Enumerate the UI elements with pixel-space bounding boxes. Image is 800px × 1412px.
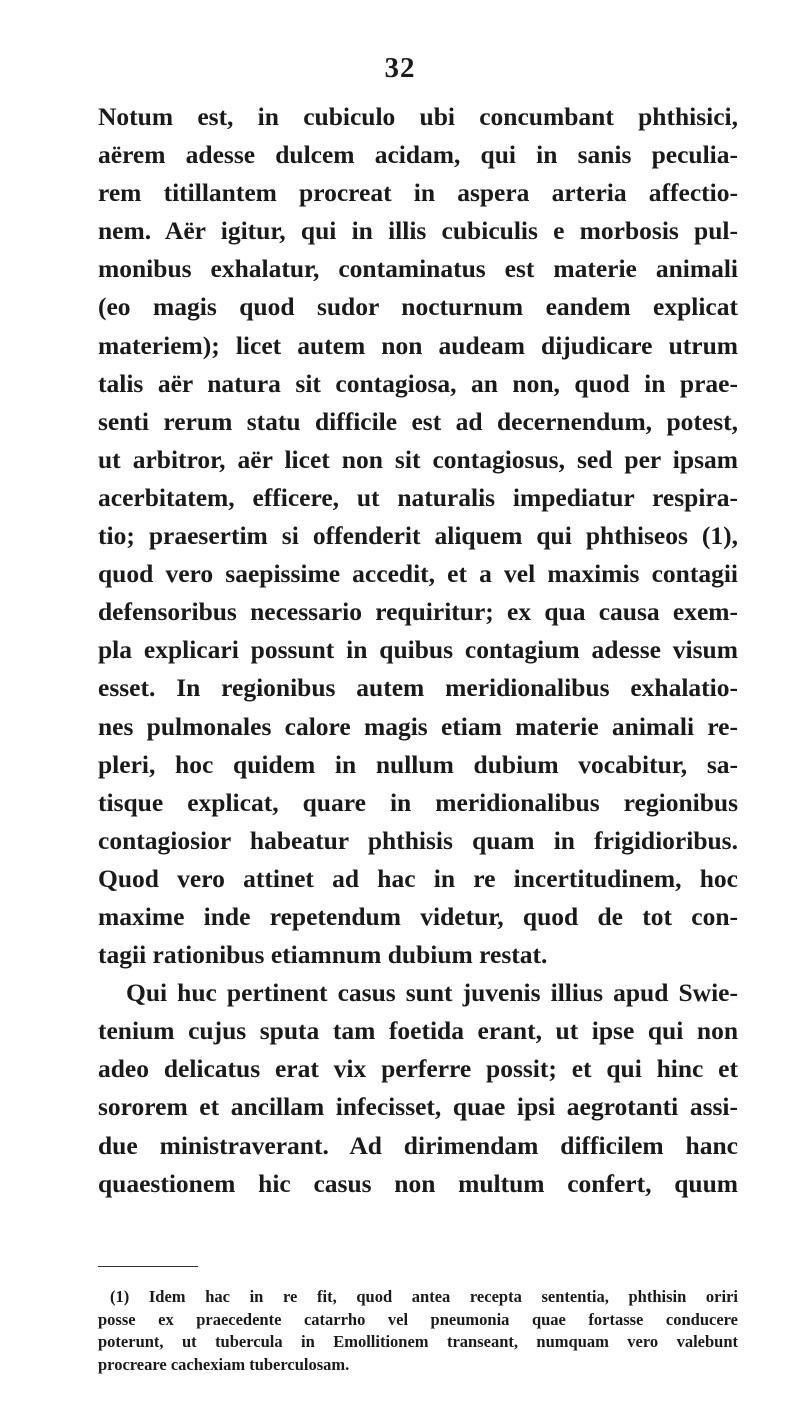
text-line: rem titillantem procreat in aspera arteria affectio- [98, 178, 738, 208]
text-line: pla explicari possunt in quibus contagium adesse visum [98, 635, 738, 665]
footnote-line: posse ex praecedente catarrho vel pneumonia quae fortasse conducere [98, 1309, 738, 1329]
text-line: contagiosior habeatur phthisis quam in frigidioribus. [98, 825, 738, 855]
text-line: monibus exhalatur, contaminatus est materie animali [98, 254, 738, 284]
text-line: tagii rationibus etiamnum dubium restat. [98, 940, 548, 970]
text-line: defensoribus necessario requiritur; ex qua causa exem- [98, 597, 738, 627]
text-line: esset. In regionibus autem meridionalibus exhalatio- [98, 673, 738, 703]
page-number: 32 [384, 52, 416, 84]
text-line: sororem et ancillam infecisset, quae ipsi aegrotanti assi- [98, 1092, 738, 1122]
text-line: adeo delicatus erat vix perferre possit; et qui hinc et [98, 1054, 738, 1084]
text-line: ut arbitror, aër licet non sit contagiosus, sed per ipsam [98, 444, 738, 474]
body-text [98, 98, 738, 1203]
text-line: materiem); licet autem non audeam dijudicare utrum [98, 330, 738, 360]
text-line: senti rerum statu difficile est ad decernendum, potest, [98, 406, 738, 436]
text-line: tio; praesertim si offenderit aliquem qui phthiseos (1), [98, 521, 738, 551]
text-line: pleri, hoc quidem in nullum dubium vocabitur, sa- [98, 749, 738, 779]
text-line: nes pulmonales calore magis etiam materie animali re- [98, 711, 738, 741]
text-line: due ministraverant. Ad dirimendam difficilem hanc [98, 1130, 738, 1160]
footnote-line: poterunt, ut tubercula in Emollitionem transeant, numquam vero valebunt [98, 1332, 738, 1352]
text-line: acerbitatem, efficere, ut naturalis impediatur respira- [98, 482, 738, 512]
text-line: nem. Aër igitur, qui in illis cubiculis e morbosis pul- [98, 216, 738, 246]
text-line: talis aër natura sit contagiosa, an non, quod in prae- [98, 368, 738, 398]
footnote-divider [98, 1266, 198, 1267]
text-line: tisque explicat, quare in meridionalibus regionibus [98, 787, 738, 817]
text-line: aërem adesse dulcem acidam, qui in sanis peculia- [98, 140, 738, 170]
text-line: quaestionem hic casus non multum confert, quum [98, 1168, 738, 1198]
text-line: quod vero saepissime accedit, et a vel maximis contagii [98, 559, 738, 589]
text-line: (eo magis quod sudor nocturnum eandem explicat [98, 292, 738, 322]
footnote-line: (1) Idem hac in re fit, quod antea recepta sententia, phthisin oriri [110, 1287, 738, 1306]
text-line: Notum est, in cubiculo ubi concumbant phthisici, [98, 102, 738, 131]
footnote-line: procreare cachexiam tuberculosam. [98, 1354, 350, 1374]
footnote [98, 1286, 738, 1376]
text-line: Qui huc pertinent casus sunt juvenis illius apud Swie- [126, 978, 738, 1008]
text-line: Quod vero attinet ad hac in re incertitudinem, hoc [98, 863, 738, 893]
text-line: tenium cujus sputa tam foetida erant, ut ipse qui non [98, 1016, 738, 1046]
text-line: maxime inde repetendum videtur, quod de tot con- [98, 901, 738, 931]
